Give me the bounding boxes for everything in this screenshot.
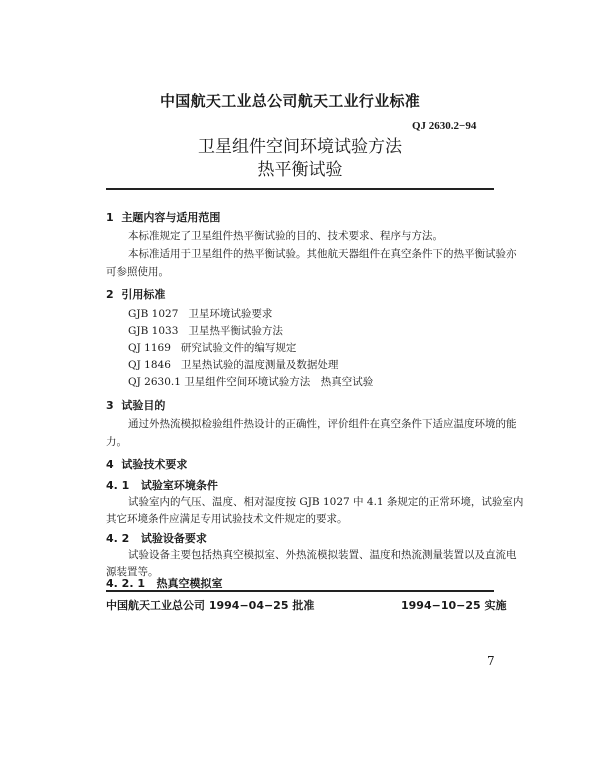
section-title: 热真空模拟室	[156, 577, 223, 590]
paragraph: 试验室内的气压、温度、相对湿度按 GJB 1027 中 4.1 条规定的正常环境，试验室内	[128, 496, 524, 508]
reference-code: QJ 1846	[128, 359, 171, 371]
paragraph-continuation: 源装置等。	[106, 566, 159, 578]
reference-title: 卫星热平衡试验方法	[188, 325, 283, 337]
approval-info: 中国航天工业总公司 1994−04−25 批准	[106, 599, 315, 612]
paragraph: 本标准规定了卫星组件热平衡试验的目的、技术要求、程序与方法。	[128, 230, 443, 242]
section-2-heading	[106, 286, 165, 302]
reference-title: 卫星组件空间环境试验方法 热真空试验	[184, 376, 374, 388]
section-title: 试验目的	[121, 399, 166, 412]
section-number: 2	[106, 288, 114, 301]
document-subtitle: 热平衡试验	[257, 160, 343, 180]
paragraph: 试验设备主要包括热真空模拟室、外热流模拟装置、温度和热流测量装置以及直流电	[128, 549, 517, 561]
section-number: 4. 2	[106, 532, 130, 545]
reference-item	[128, 306, 272, 321]
reference-code: QJ 1169	[128, 342, 171, 354]
section-1-heading	[106, 209, 220, 225]
section-number: 4	[106, 458, 114, 471]
section-number: 4. 1	[106, 479, 130, 492]
document-title: 卫星组件空间环境试验方法	[198, 137, 402, 157]
section-title: 主题内容与适用范围	[121, 211, 221, 224]
reference-code: QJ 2630.1	[128, 376, 181, 388]
footer-divider	[106, 590, 494, 592]
standard-code: QJ 2630.2−94	[412, 120, 477, 132]
reference-title: 卫星环境试验要求	[188, 308, 273, 320]
reference-title: 研究试验文件的编写规定	[180, 342, 297, 354]
section-4-heading	[106, 456, 187, 472]
implementation-date: 1994−10−25 实施	[401, 599, 507, 612]
header-divider	[106, 188, 494, 190]
section-4-1-heading	[106, 477, 218, 493]
paragraph-continuation: 其它环境条件应满足专用试验技术文件规定的要求。	[106, 513, 348, 525]
paragraph-continuation: 可参照使用。	[106, 266, 169, 278]
reference-title: 卫星热试验的温度测量及数据处理	[180, 359, 339, 371]
reference-code: GJB 1027	[128, 308, 179, 320]
reference-item	[128, 340, 296, 355]
section-title: 试验室环境条件	[140, 479, 218, 492]
section-title: 引用标准	[121, 288, 166, 301]
organization-standard-header: 中国航天工业总公司航天工业行业标准	[160, 92, 421, 110]
section-number: 1	[106, 211, 114, 224]
reference-item	[128, 323, 283, 338]
reference-code: GJB 1033	[128, 325, 179, 337]
section-3-heading	[106, 397, 165, 413]
section-4-2-heading	[106, 530, 207, 546]
paragraph-continuation: 力。	[106, 436, 127, 448]
page-number: 7	[487, 654, 495, 668]
paragraph: 通过外热流模拟检验组件热设计的正确性，评价组件在真空条件下适应温度环境的能	[128, 418, 517, 430]
reference-item	[128, 357, 338, 372]
section-number: 4. 2. 1	[106, 577, 145, 590]
section-title: 试验技术要求	[121, 458, 188, 471]
section-number: 3	[106, 399, 114, 412]
section-title: 试验设备要求	[140, 532, 207, 545]
reference-item	[128, 374, 373, 389]
section-4-2-1-heading	[106, 575, 222, 591]
paragraph: 本标准适用于卫星组件的热平衡试验。其他航天器组件在真空条件下的热平衡试验亦	[128, 248, 517, 260]
